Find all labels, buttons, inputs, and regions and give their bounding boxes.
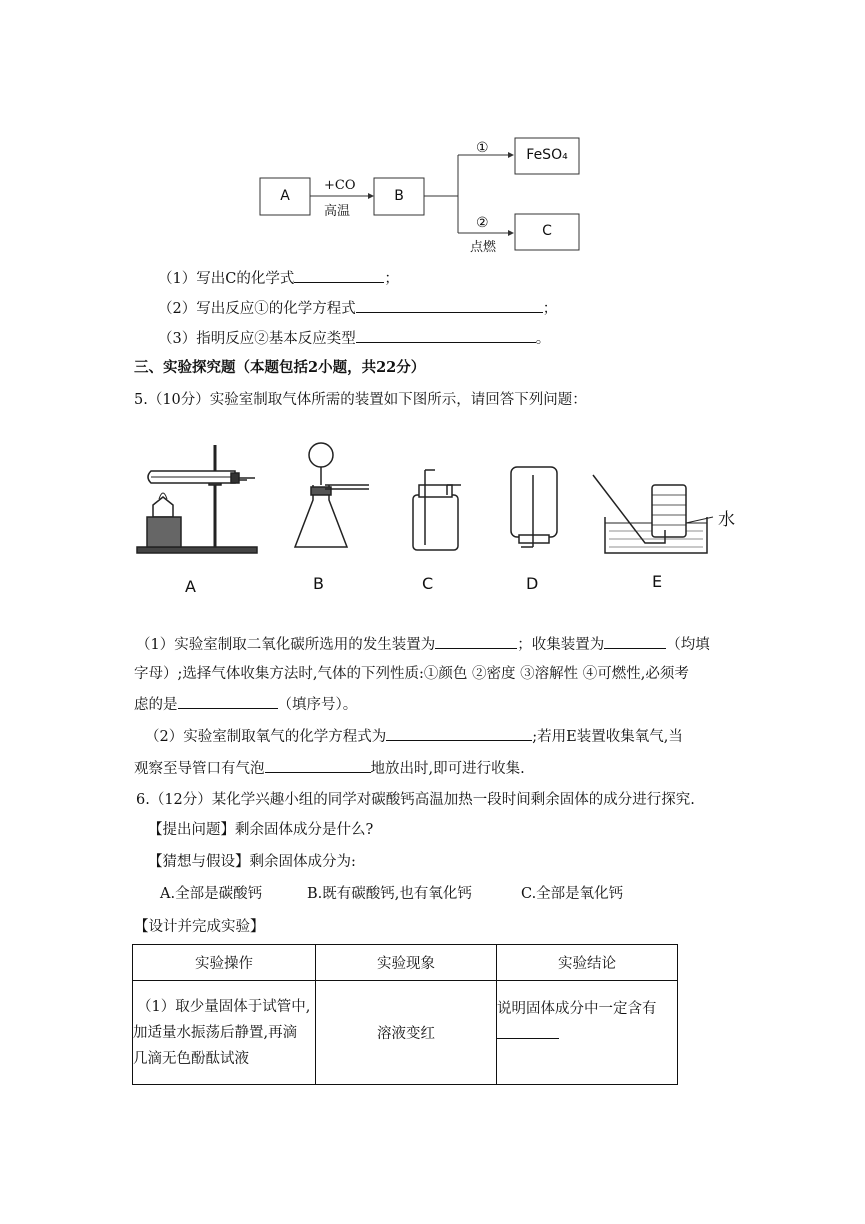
q6-hypothesis: 【猜想与假设】剩余固体成分为: [148,854,356,870]
q5-p2-text-b: ;若用E装置收集氧气,当 [532,729,683,745]
q4-line2-end: ； [542,301,558,317]
box-feso4-label: FeSO₄ [526,147,568,163]
answer-blank[interactable] [265,758,371,773]
table-cell-phenomenon: 溶液变红 [316,981,497,1085]
q6-intro: 6.（12分）某化学兴趣小组的同学对碳酸钙高温加热一段时间剩余固体的成分进行探究. [136,792,695,808]
q5-p1-text-c: （均填 [666,637,710,653]
apparatus-label-e: E [652,572,663,591]
conclusion-text: 说明固体成分中一定含有 [497,1001,657,1017]
section-heading: 三、实验探究题（本题包括2小题，共22分） [134,359,426,376]
water-label: 水 [718,510,735,530]
q5-p1-line3 [134,694,357,715]
box-a-label: A [280,188,290,204]
q5-p1-text-f: （填序号）。 [277,697,358,713]
answer-blank[interactable] [435,634,517,649]
q4-line3 [158,328,550,349]
apparatus-a [137,445,257,553]
apparatus-label-b: B [313,574,324,593]
q4-line1 [158,268,399,289]
q5-p1-line2: 字母）;选择气体收集方法时,气体的下列性质:①颜色 ②密度 ③溶解性 ④可燃性,必须考 [134,666,689,682]
arrow1-condition-top: +CO [324,178,356,193]
branch2-label: ② [476,215,489,231]
operation-line: （1）取少量固体于试管中, [137,998,311,1015]
q5-p1-text-b: ；收集装置为 [517,637,605,653]
q6-option-c: C.全部是氧化钙 [521,886,624,902]
table-cell-operation [133,981,316,1085]
q5-p2-text-a: （2）实验室制取氧气的化学方程式为 [145,729,387,745]
answer-blank[interactable] [178,694,278,709]
q5-p2-text-d: 地放出时,即可进行收集. [370,761,525,777]
box-b-label: B [394,188,404,204]
q5-p1-text-e: 虑的是 [134,697,178,713]
table-cell-conclusion [497,981,678,1085]
apparatus-label-c: C [422,574,434,593]
table-header: 实验操作 [133,945,316,981]
table-header: 实验现象 [316,945,497,981]
experiment-table [132,944,678,1085]
answer-blank[interactable] [356,328,536,343]
apparatus-label-a: A [185,577,196,596]
q4-line3-text: （3）指明反应②基本反应类型 [158,331,356,347]
answer-blank[interactable] [356,298,543,313]
apparatus-label-d: D [526,574,539,593]
q5-p2-text-c: 观察至导管口有气泡 [134,761,265,777]
apparatus-e [593,475,713,553]
apparatus-d [511,467,557,547]
answer-blank[interactable] [604,634,666,649]
branch2-condition: 点燃 [470,240,497,255]
q4-line1-end: ； [384,271,399,287]
answer-blank[interactable] [386,726,532,741]
apparatus-b [295,443,369,547]
q4-line2-text: （2）写出反应①的化学方程式 [158,301,356,317]
branch1-label: ① [476,140,489,156]
box-c-label: C [542,223,552,239]
q4-line1-text: （1）写出C的化学式 [158,271,295,287]
q6-option-a: A.全部是碳酸钙 [160,886,263,902]
apparatus-c [413,470,461,550]
q5-p2-line1 [145,726,683,747]
answer-blank[interactable] [497,1024,559,1039]
q4-line3-end: 。 [535,331,551,347]
apparatus-figure [135,435,745,565]
q4-line2 [158,298,557,319]
q6-option-b: B.既有碳酸钙,也有氧化钙 [307,886,472,902]
operation-line: 加适量水振荡后静置,再滴 [133,1024,298,1041]
table-header: 实验结论 [497,945,678,981]
arrow1-condition-bottom: 高温 [324,204,351,219]
q6-design-heading: 【设计并完成实验】 [134,919,265,935]
operation-line: 几滴无色酚酞试液 [133,1050,249,1067]
q6-question: 【提出问题】剩余固体成分是什么? [148,822,374,838]
answer-blank[interactable] [294,268,384,283]
q5-p2-line2 [134,758,525,779]
q5-p1-text-a: （1）实验室制取二氧化碳所选用的发生装置为 [136,637,436,653]
q5-p1-line1 [136,634,710,655]
q5-intro: 5.（10分）实验室制取气体所需的装置如下图所示，请回答下列问题： [134,392,587,408]
